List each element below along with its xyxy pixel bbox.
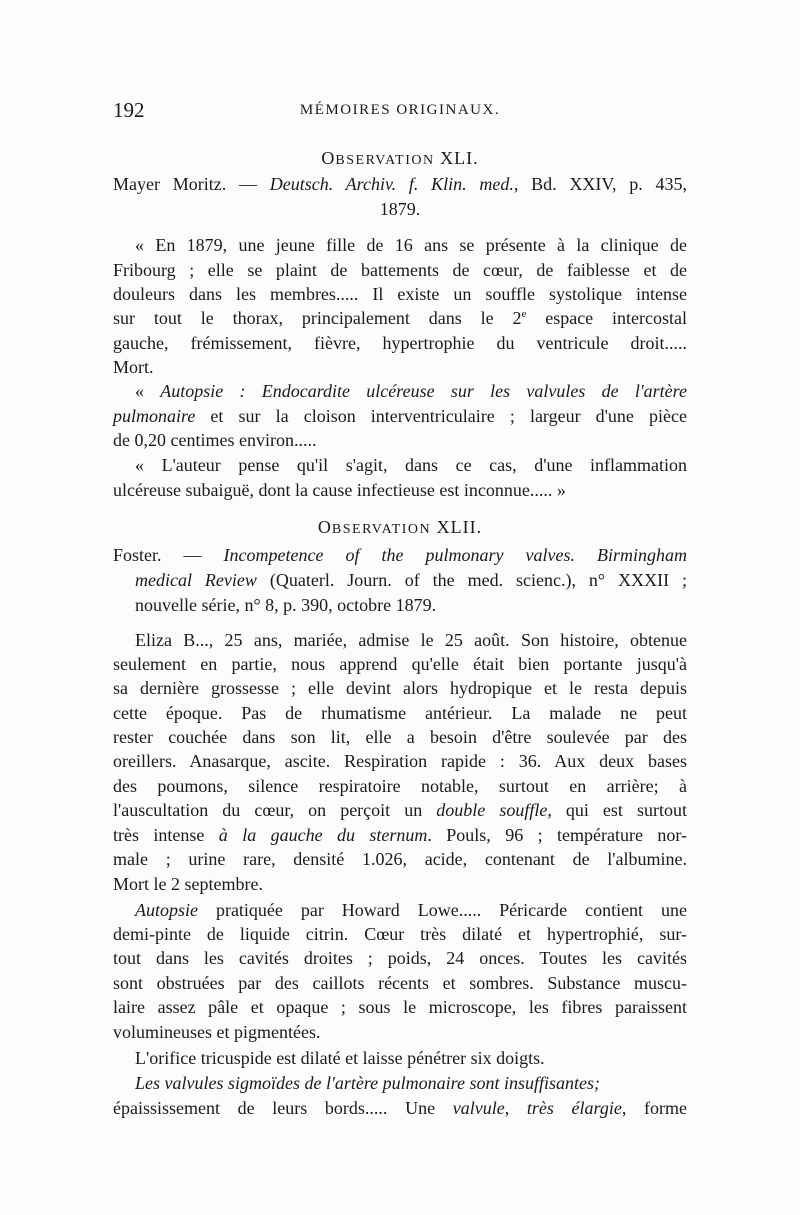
obs42-text-line15: sont obstruées par des caillots récents et sombres. Substance muscu- xyxy=(113,973,687,993)
obs42-text-line12: Autopsie pratiquée par Howard Lowe..... Péricarde contient une xyxy=(135,900,687,920)
observation-42-heading: OBSERVATION XLII. xyxy=(317,517,483,537)
obs42-text-line17: volumineuses et pigmentées. xyxy=(113,1022,321,1042)
running-head xyxy=(113,98,687,124)
obs42-text-line4: cette époque. Pas de rhumatisme antérieur. La malade ne peut xyxy=(113,703,687,723)
obs42-text-line6: oreillers. Anasarque, ascite. Respiration rapide : 36. Aux deux bases xyxy=(113,751,687,771)
obs42-text-line8: l'auscultation du cœur, on perçoit un double souffle, qui est surtout xyxy=(113,800,687,820)
obs42-text-line10: male ; urine rare, densité 1.026, acide, contenant de l'albumine. xyxy=(113,849,687,869)
obs41-autopsy-line2: pulmonaire et sur la cloison interventriculaire ; largeur d'une pièce xyxy=(113,406,687,426)
obs42-text-line18: L'orifice tricuspide est dilaté et laisse pénétrer six doigts. xyxy=(135,1048,545,1068)
obs41-reference-line1: Mayer Moritz. — Deutsch. Archiv. f. Klin. med., Bd. XXIV, p. 435, xyxy=(113,174,688,194)
obs41-text-line6: Mort. xyxy=(113,357,154,377)
page-number: 192 xyxy=(113,98,145,122)
obs41-author-line2: ulcéreuse subaiguë, dont la cause infectieuse est inconnue..... » xyxy=(113,480,566,500)
obs42-reference-line3: nouvelle série, n° 8, p. 390, octobre 1879. xyxy=(135,595,437,615)
obs41-autopsy-line3: de 0,20 centimes environ..... xyxy=(113,430,317,450)
obs42-text-line20: épaississement de leurs bords..... Une valvule, très élargie, forme xyxy=(113,1098,687,1118)
obs42-text-line11: Mort le 2 septembre. xyxy=(113,874,263,894)
obs42-text-line14: tout dans les cavités droites ; poids, 24 onces. Toutes les cavités xyxy=(113,948,687,968)
obs42-text-line1: Eliza B..., 25 ans, mariée, admise le 25 août. Son histoire, obtenue xyxy=(135,630,687,650)
obs42-text-line16: laire assez pâle et opaque ; sous le microscope, les fibres paraissent xyxy=(113,997,687,1017)
observation-41-heading: OBSERVATION XLI. xyxy=(321,148,479,168)
obs41-text-line2: Fribourg ; elle se plaint de battements de cœur, de faiblesse et de xyxy=(113,260,687,280)
obs42-reference-line1: Foster. — Incompetence of the pulmonary valves. Birmingham xyxy=(113,545,688,565)
obs41-text-line4: sur tout le thorax, principalement dans le 2e espace intercostal xyxy=(113,308,687,328)
obs41-text-line3: douleurs dans les membres..... Il existe un souffle systolique intense xyxy=(113,284,687,304)
obs41-author-line1: « L'auteur pense qu'il s'agit, dans ce cas, d'une inflammation xyxy=(135,455,687,475)
obs41-autopsy-line1: « Autopsie : Endocardite ulcéreuse sur les valvules de l'artère xyxy=(135,381,687,401)
obs42-text-line5: rester couchée dans son lit, elle a besoin d'être soulevée par des xyxy=(113,727,687,747)
obs42-text-line2: seulement en partie, nous apprend qu'elle était bien portante jusqu'à xyxy=(113,654,687,674)
obs42-text-line3: sa dernière grossesse ; elle devint alors hydropique et le resta depuis xyxy=(113,678,687,698)
obs42-reference-line2: medical Review (Quaterl. Journ. of the med. scienc.), n° XXXII ; xyxy=(135,570,688,590)
obs42-text-line13: demi-pinte de liquide citrin. Cœur très dilaté et hypertrophié, sur- xyxy=(113,924,687,944)
obs42-text-line9: très intense à la gauche du sternum. Pouls, 96 ; température nor- xyxy=(113,825,688,845)
running-title: MÉMOIRES ORIGINAUX. xyxy=(299,102,501,118)
obs41-text-line1: « En 1879, une jeune fille de 16 ans se présente à la clinique de xyxy=(135,235,687,255)
obs42-text-line7: des poumons, silence respiratoire notable, surtout en arrière; à xyxy=(113,776,687,796)
obs41-text-line5: gauche, frémissement, fièvre, hypertrophie du ventricule droit..... xyxy=(113,333,687,353)
obs41-reference-year: 1879. xyxy=(379,199,421,219)
obs42-text-line19: Les valvules sigmoïdes de l'artère pulmonaire sont insuffisantes; xyxy=(135,1073,600,1093)
